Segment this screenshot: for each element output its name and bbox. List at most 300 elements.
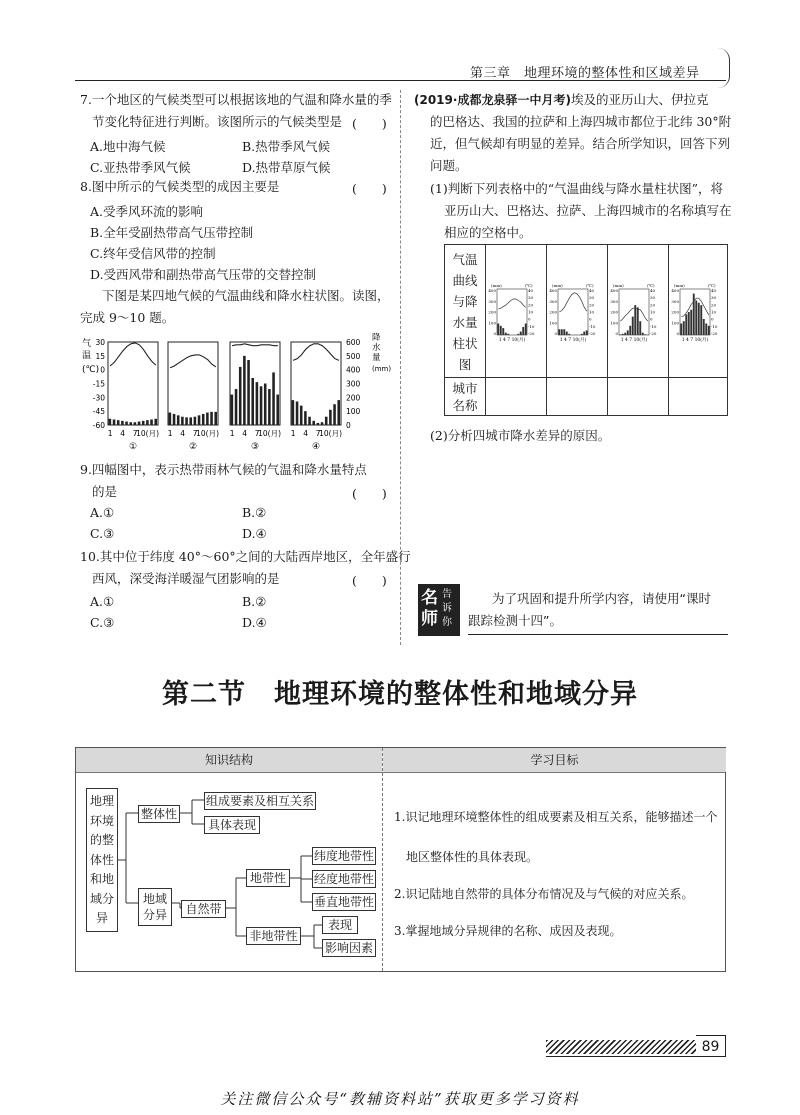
components-box: 组成要素及相互关系 [205,794,314,808]
right-axis-label-char: 降 [372,333,381,343]
goal-2: 2.识记陆地自然带的具体分布情况及与气候的对应关系。 [394,887,694,901]
teacher-rule [468,634,728,635]
x-tick-label: 1 [107,429,113,438]
precipitation-bar [198,415,201,425]
precipitation-bar [304,411,307,425]
precipitation-bar [256,382,259,425]
differentiation-text-part: 地域 [142,892,167,906]
mini-temp-curve [620,308,648,321]
panel-frame [108,342,158,425]
mini-precip-bar [683,321,685,335]
x-tick-label: 7 [315,429,321,438]
city-name-cell-1[interactable] [486,379,546,416]
mini-right-tick: 10 [650,309,656,315]
q7-option-c[interactable]: C.亚热带季风气候 [90,160,191,175]
q10-line1: 10.其中位于纬度 40°～60°之间的大陆西岸地区，全年盛行 [80,549,411,564]
q7-line1: 7.一个地区的气候类型可以根据该地的气温和降水量的季 [80,92,392,107]
q11-line2: 的巴格达、我国的拉萨和上海四城市都位于北纬 30°附 [430,114,732,129]
mini-left-tick: 300 [488,298,496,304]
q9-option-d[interactable]: D.④ [242,526,267,541]
mini-frame [619,289,649,335]
q11-sub1-line2: 亚历山大、巴格达、拉萨、上海四城市的名称填写在 [444,203,732,218]
q8-line1: 8.图中所示的气候类型的成因主要是 [80,179,280,194]
precipitation-bar [202,414,205,425]
mini-right-tick: 20 [650,302,656,308]
q8-option-d[interactable]: D.受西风带和副热带高气压带的交替控制 [90,267,317,282]
mini-unit-label: (℃) [708,283,716,288]
precipitation-bar [117,420,120,425]
q8-option-c[interactable]: C.终年受信风带的控制 [90,246,216,261]
precipitation-bar [235,389,238,425]
root-text-part: 体性 [89,852,114,867]
q9-option-b[interactable]: B.② [242,505,267,520]
mini-right-tick: -10 [589,323,596,329]
precipitation-bar [247,360,250,425]
mini-climographs [485,245,729,378]
left-tick-label: -30 [92,393,105,403]
q8-answer-blank[interactable]: ( ) [352,181,387,196]
temperature-curve [110,343,156,366]
page-number: 89 [696,1035,726,1057]
mini-precip-bar [703,319,705,335]
city-name-cell-4[interactable] [669,379,729,416]
mini-precip-bar [517,334,519,335]
teacher-text-line2: 跟踪检测十四”。 [468,613,562,628]
row-label-part: 气温 [452,252,478,267]
mini-precip-bar [505,333,507,335]
mini-left-tick: 100 [549,320,557,326]
teacher-badge [418,584,460,636]
goal-3: 3.掌握地域分异规律的名称、成因及表现。 [394,924,622,938]
climograph-chart [80,332,400,454]
q11-line1 [414,89,708,112]
precipitation-bar [154,419,157,425]
mini-precip-bar [507,334,509,335]
mini-left-tick: 300 [671,298,679,304]
mini-precip-bar [627,330,629,335]
precipitation-bar [268,389,271,425]
mini-unit-label: (℃) [647,283,655,288]
mini-left-tick: 100 [488,320,496,326]
goal-1-line2: 地区整体性的具体表现。 [406,850,539,864]
mini-precip-bar [583,332,585,335]
x-tick-label: 4 [303,429,308,438]
row-label-city-name [445,380,485,414]
precipitation-bar [308,417,311,425]
page-number-rule [546,1056,726,1057]
mini-right-tick: 10 [711,309,717,315]
precipitation-bar [243,356,246,425]
precipitation-bar [264,384,267,426]
panel-label: ④ [311,442,321,452]
mini-precip-bar [688,312,690,335]
section-title: 第二节 地理环境的整体性和地域分异 [162,679,638,710]
right-tick-label: 600 [346,338,361,347]
right-axis-label-char: 量 [372,353,381,363]
right-tick-label: 500 [346,351,361,361]
row-label-climograph [445,249,485,375]
left-axis-label-char: 气 [82,339,92,349]
right-tick-label: 200 [346,393,361,403]
mini-right-tick: -10 [711,323,718,329]
left-tick-label: -15 [92,379,105,389]
mini-x-ticks: 1 4 7 10(月) [681,338,709,343]
root-box [86,788,118,932]
goal-1-line1: 1.识记地理环境整体性的组成要素及相互关系，能够描述一个 [394,810,718,824]
q11-sub1-line1: (1)判断下列表格中的“气温曲线与降水量柱状图”，将 [430,181,723,196]
x-tick-label: 7 [132,429,138,438]
precipitation-bar [312,421,315,425]
mini-precip-bar [632,317,634,335]
mini-right-tick: 20 [711,302,717,308]
precipitation-bar [185,417,188,425]
mini-right-tick: -10 [528,323,535,329]
q8-option-b[interactable]: B.全年受副热带高气压带控制 [90,225,254,240]
mini-x-ticks: 1 4 7 10(月) [620,338,648,343]
mini-right-tick: 40 [528,288,534,293]
mini-left-tick: 300 [549,298,557,304]
x-tick-label: 1 [167,429,173,438]
mini-temp-curve [681,298,709,316]
mini-precip-bar [690,310,692,335]
precipitation-bar [337,400,340,425]
mini-unit-label: (mm) [491,283,502,288]
left-tick-label: -45 [92,407,105,417]
mini-unit-label: (mm) [613,283,624,288]
mini-precip-bar [586,330,588,335]
precipitation-bar [300,406,303,425]
teacher-text-line1: 为了巩固和提升所学内容，请使用“课时 [492,591,711,606]
root-text-part: 地理 [89,794,114,808]
mini-unit-label: (℃) [586,283,594,288]
x-tick-label: 1 [290,429,296,438]
mini-precip-bar [581,334,583,335]
mini-left-tick: 300 [610,298,618,304]
precipitation-bar [272,372,275,425]
x-tick-label: 7 [192,429,198,438]
q10-option-b[interactable]: B.② [242,594,267,609]
right-axis-label-char: 水 [372,343,381,353]
x-tick-label: 4 [242,429,247,438]
mini-right-tick: 40 [589,288,595,293]
root-text-part: 域分 [89,891,114,906]
q7-option-a[interactable]: A.地中海气候 [90,139,166,154]
vertical-zonality-box: 垂直地带性 [313,895,374,909]
azonal-expression-box: 表现 [322,916,358,934]
mini-precip-bar [558,329,560,335]
knowledge-structure-header: 知识结构 [76,748,382,772]
differentiation-text-part: 分异 [142,908,167,922]
precipitation-bar [189,417,192,425]
temperature-curve [293,344,339,361]
mini-left-tick: 400 [610,288,618,293]
mini-right-tick: 0 [711,316,714,322]
mini-precip-bar [502,328,504,335]
mini-right-tick: 0 [528,316,531,322]
q10-option-a[interactable]: A.① [90,594,115,609]
q11-line3: 近，但气候却有明显的差异。结合所学知识，回答下列 [430,136,731,151]
mini-left-tick: 200 [488,309,496,315]
mini-precip-bar [637,307,639,335]
precipitation-bar [321,422,324,425]
q7-option-d[interactable]: D.热带草原气候 [242,160,331,175]
mini-precip-bar [563,329,565,335]
precipitation-bar [121,421,124,425]
teacher-tip [418,584,728,636]
badge-big-text: 名师 [421,588,438,629]
mini-precip-bar [705,324,707,336]
intro-line2: 完成 9～10 题。 [80,310,175,325]
azonal-factors-box: 影响因素 [322,939,376,957]
precipitation-bar [251,378,254,425]
mini-precip-bar [624,333,626,335]
precipitation-bar [177,415,180,425]
mini-precip-bar [695,301,697,336]
mini-right-tick: -20 [650,331,657,336]
mini-precip-bar [639,321,641,335]
mini-right-tick: 20 [528,302,534,308]
row-label-part: 名称 [452,398,478,413]
mini-right-tick: 40 [711,288,717,293]
x-tick-label: 4 [180,429,185,438]
right-axis-label-unit: (mm) [372,365,392,373]
precipitation-bar [325,417,328,425]
footer-note: 关注微信公众号“教辅资料站”获取更多学习资料 [220,1090,580,1108]
mini-precip-bar [520,332,522,335]
right-tick-label: 400 [346,365,361,375]
mini-right-tick: 30 [711,295,717,301]
mini-precip-bar [622,334,624,335]
panel-label: ③ [250,442,260,452]
row-label-part: 图 [458,357,472,372]
q11-line1-text: 埃及的亚历山大、伊拉克 [570,92,709,107]
temperature-curve [232,344,278,346]
precipitation-bar [146,420,149,425]
expression-box: 具体表现 [204,816,260,834]
mini-precip-bar [685,314,687,335]
mini-right-tick: -10 [650,323,657,329]
mini-precip-bar [644,334,646,335]
panel-label: ① [128,442,138,452]
q11-source: (2019·成都龙泉驿一中月考) [414,93,571,107]
precipitation-bar [113,419,116,425]
mini-left-tick: 400 [488,288,496,293]
x-tick-label: 10(月) [196,429,220,438]
left-axis-label-char: 温 [82,351,92,361]
q11-sub1-line3: 相应的空格中。 [444,225,532,240]
mini-precip-bar [700,305,702,335]
precipitation-bar [129,422,132,425]
mini-precip-bar [525,324,527,336]
badge-small-text: 告诉你 [442,589,452,628]
precipitation-bar [134,422,137,425]
precipitation-bar [206,413,209,425]
mini-precip-bar [568,334,570,335]
mini-left-tick: 0 [554,331,557,336]
mini-frame [558,289,588,335]
knowledge-table [75,747,726,972]
city-climograph-table [444,244,728,416]
precipitation-bar [150,419,153,425]
header-rule [75,80,726,81]
x-tick-label: 10(月) [136,429,160,438]
q9-option-c[interactable]: C.③ [90,526,115,541]
precipitation-bar [239,367,242,425]
mini-left-tick: 200 [610,309,618,315]
precipitation-bar [169,413,172,425]
x-tick-label: 7 [254,429,260,438]
precipitation-bar [138,422,141,425]
mini-x-ticks: 1 4 7 10(月) [559,338,587,343]
mini-unit-label: (mm) [674,283,685,288]
q8-option-a[interactable]: A.受季风环流的影响 [90,204,204,219]
mini-precip-bar [566,332,568,335]
precipitation-bar [173,414,176,425]
precipitation-bar [181,417,184,425]
mini-right-tick: -20 [528,331,535,336]
q10-option-d[interactable]: D.④ [242,615,267,630]
city-name-cell-3[interactable] [608,379,668,416]
mini-right-tick: 40 [650,288,656,293]
q7-line2: 节变化特征进行判断。该图所示的气候类型是 [92,114,343,129]
mini-left-tick: 100 [671,320,679,326]
precipitation-bar [210,412,213,425]
learning-goals-header: 学习目标 [383,748,726,772]
mini-right-tick: -20 [711,331,718,336]
mini-right-tick: 10 [528,309,534,315]
mini-right-tick: 10 [589,309,595,315]
mini-left-tick: 0 [615,331,618,336]
q9-answer-blank[interactable]: ( ) [352,486,387,501]
root-text-part: 和地 [89,872,114,886]
mini-x-ticks: 1 4 7 10(月) [498,338,526,343]
row-label-part: 水量 [452,315,478,330]
q10-answer-blank[interactable]: ( ) [352,573,387,588]
precipitation-bar [296,401,299,425]
mini-unit-label: (mm) [552,283,563,288]
precipitation-bar [333,404,336,425]
q7-option-b[interactable]: B.热带季风气候 [242,139,331,154]
x-tick-label: 1 [229,429,235,438]
page-number-stripe [546,1040,696,1054]
differentiation-box [138,888,172,926]
mini-right-tick: 30 [528,295,534,301]
mini-precip-bar [680,324,682,336]
precipitation-bar [292,400,295,425]
zonal-box: 地带性 [246,869,290,887]
mini-precip-bar [708,326,710,335]
root-text-part: 的整 [89,833,114,847]
mini-unit-label: (℃) [525,283,533,288]
q11-line4: 问题。 [430,158,468,173]
precipitation-bar [329,410,332,425]
precipitation-bar [109,419,112,425]
mini-left-tick: 400 [549,288,557,293]
right-tick-label: 300 [346,379,361,389]
mini-temp-curve [559,293,587,312]
mini-right-tick: 30 [650,295,656,301]
row-label-part: 与降 [452,294,478,309]
mini-left-tick: 0 [676,331,679,336]
q9-line1: 9.四幅图中，表示热带雨林气候的气温和降水量特点 [80,462,367,477]
q10-line2: 西风，深受海洋暖湿气团影响的是 [92,571,280,586]
right-tick-label: 0 [346,421,351,430]
row-label-part: 柱状 [452,336,478,351]
left-tick-label: 15 [95,351,105,361]
row-label-part: 曲线 [452,273,478,288]
x-tick-label: 10(月) [258,429,282,438]
mini-left-tick: 200 [549,309,557,315]
q9-option-a[interactable]: A.① [90,505,115,520]
intro-line1: 下图是某四地气候的气温曲线和降水柱状图。读图， [102,288,390,303]
mini-right-tick: 0 [589,316,592,322]
teacher-text [468,588,728,632]
mini-precip-bar [698,303,700,335]
mini-left-tick: 400 [671,288,679,293]
temperature-curve [170,355,216,368]
q11-sub2: (2)分析四城市降水差异的原因。 [430,428,611,443]
left-tick-label: -60 [92,421,105,430]
row-label-part: 城市 [452,381,478,396]
longitudinal-zonality-box: 经度地带性 [313,872,374,886]
mini-precip-bar [522,327,524,335]
mini-right-tick: -20 [589,331,596,336]
chapter-header: 第三章 地理环境的整体性和区域差异 [470,66,700,81]
mini-precip-bar [561,329,563,335]
mini-temp-curve [498,299,526,309]
mini-precip-bar [497,324,499,336]
precipitation-bar [231,395,234,425]
precipitation-bar [194,417,197,425]
mini-precip-bar [634,305,636,335]
city-name-cell-2[interactable] [547,379,607,416]
mini-left-tick: 200 [671,309,679,315]
x-tick-label: 10(月) [319,429,343,438]
latitudinal-zonality-box: 纬度地带性 [313,849,374,863]
precipitation-bar [276,395,279,425]
panel-label: ② [188,442,198,452]
azonal-box: 非地带性 [246,927,301,945]
mini-right-tick: 0 [650,316,653,322]
precipitation-bar [214,412,217,425]
q9-line2: 的是 [92,484,118,499]
mini-precip-bar [693,294,695,335]
natural-zone-box: 自然带 [181,900,226,918]
mini-left-tick: 0 [493,331,496,336]
left-tick-label: 30 [95,338,105,347]
table-divider [382,748,383,971]
q10-option-c[interactable]: C.③ [90,615,115,630]
mini-left-tick: 100 [610,320,618,326]
mini-precip-bar [500,326,502,335]
x-tick-label: 4 [120,429,125,438]
root-text-part: 环境 [89,813,114,828]
mini-precip-bar [629,326,631,335]
root-text-part: 异 [95,911,108,925]
mini-precip-bar [642,333,644,335]
integrity-box: 整体性 [138,805,180,823]
left-axis-label-char: (℃) [82,365,100,375]
left-tick-label: 0 [100,365,105,375]
q7-answer-blank[interactable]: ( ) [352,116,387,131]
mini-right-tick: 30 [589,295,595,301]
mini-right-tick: 20 [589,302,595,308]
precipitation-bar [125,422,128,425]
precipitation-bar [260,386,263,425]
precipitation-bar [317,423,320,425]
precipitation-bar [142,421,145,425]
header-bracket [718,48,730,88]
